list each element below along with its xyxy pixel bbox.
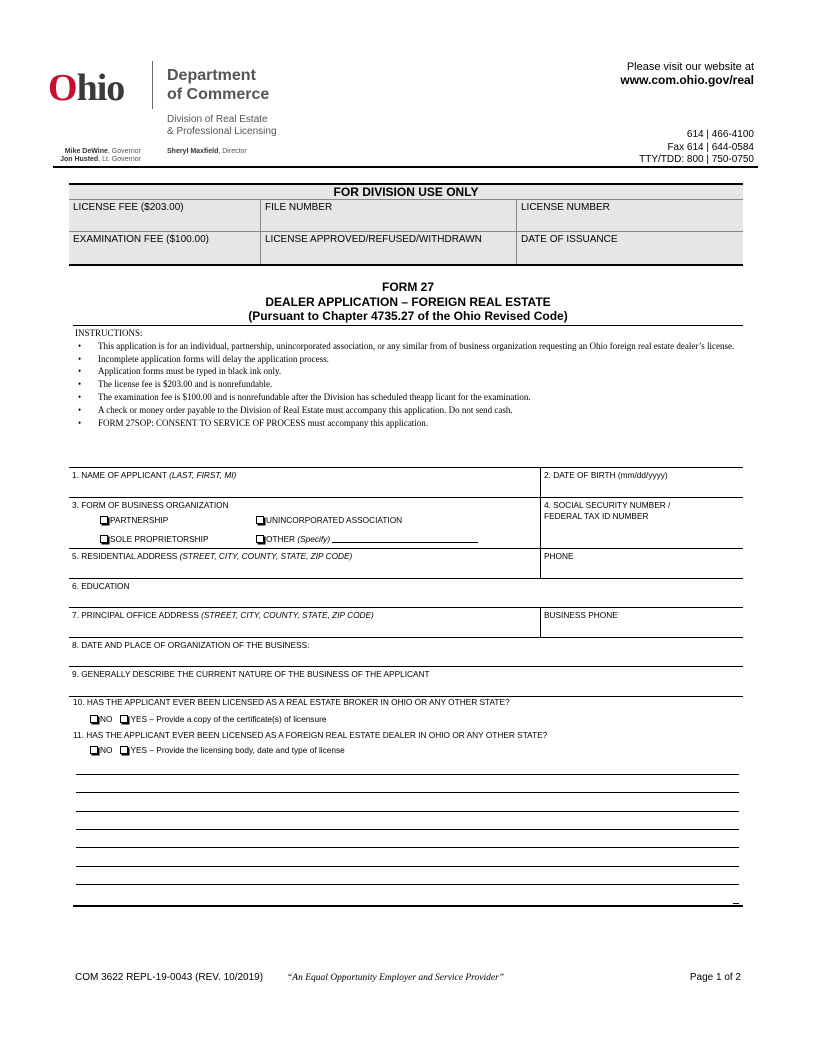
writing-line[interactable] xyxy=(76,774,736,775)
instruction-item: • Incomplete application forms will delay the application process. xyxy=(75,353,743,366)
ohio-logo xyxy=(48,66,124,110)
instruction-item: • This application is for an individual, partnership, unincorporated association, or any similar from of business organization requesting an Ohio foreign real estate dealer’s license. xyxy=(75,340,743,353)
division-use-row-1 xyxy=(69,200,743,232)
line-dash xyxy=(733,774,739,775)
governor-title: , Governor xyxy=(107,148,141,155)
q10-yes-label: YES – Provide a copy of the certificate(s) of licensure xyxy=(130,714,327,724)
business-nature-field[interactable] xyxy=(69,667,743,696)
logo-divider xyxy=(152,61,153,109)
equal-opportunity: “An Equal Opportunity Employer and Service Provider” xyxy=(287,973,505,983)
option-other-hint: (Specify) xyxy=(297,534,331,544)
education-label: 6. EDUCATION xyxy=(72,581,130,591)
instruction-item: • A check or money order payable to the Division of Real Estate must accompany this application. Do not send cash. xyxy=(75,404,743,417)
director-name: Sheryl Maxfield xyxy=(167,148,219,155)
phone-field[interactable] xyxy=(540,549,743,578)
date-of-birth-field[interactable] xyxy=(540,468,743,497)
phone-number: 614 | 466-4100 xyxy=(686,129,754,140)
line-dash xyxy=(733,903,739,904)
instruction-item: • Application forms must be typed in black ink only. xyxy=(75,365,743,378)
writing-line[interactable] xyxy=(76,811,736,812)
option-sole-label: SOLE PROPRIETORSHIP xyxy=(110,534,209,544)
license-fee-cell: LICENSE FEE ($203.00) xyxy=(69,200,261,231)
website-link[interactable]: www.com.ohio.gov/real xyxy=(620,73,754,87)
checkbox-icon[interactable] xyxy=(100,516,108,524)
division-use-title: FOR DIVISION USE ONLY xyxy=(69,185,743,200)
checkbox-icon[interactable] xyxy=(90,715,98,723)
other-specify-input[interactable] xyxy=(332,535,478,543)
exam-fee-cell: EXAMINATION FEE ($100.00) xyxy=(69,232,261,264)
principal-office-hint: (STREET, CITY, COUNTY, STATE, ZIP CODE) xyxy=(201,610,374,620)
residential-address-hint: (STREET, CITY, COUNTY, STATE, ZIP CODE) xyxy=(179,551,353,561)
phone-label: PHONE xyxy=(544,551,574,561)
line-dash xyxy=(733,792,739,793)
business-phone-field[interactable] xyxy=(540,608,743,637)
line-dash xyxy=(733,829,739,830)
business-phone-label: BUSINESS PHONE xyxy=(544,610,618,620)
organization-date-label: 8. DATE AND PLACE OF ORGANIZATION OF THE BUSINESS: xyxy=(72,640,310,650)
lt-governor-name: Jon Husted xyxy=(60,156,99,163)
logo-hio: hio xyxy=(76,67,125,109)
division-line-1: Division of Real Estate xyxy=(167,114,268,125)
lt-governor-title: , Lt. Governor xyxy=(98,156,141,163)
lt-governor xyxy=(53,156,141,164)
fax-number: Fax 614 | 644-0584 xyxy=(667,141,754,153)
governors xyxy=(53,148,141,164)
checkbox-icon[interactable] xyxy=(256,516,264,524)
applicant-name-field[interactable] xyxy=(69,468,540,497)
row-education xyxy=(69,578,743,607)
option-partnership-label: PARTNERSHIP xyxy=(110,515,169,525)
option-sole-proprietorship[interactable] xyxy=(100,534,209,544)
row-principal-office xyxy=(69,607,743,637)
row-residential-address xyxy=(69,548,743,578)
instruction-item: • The examination fee is $100.00 and is nonrefundable after the Division has scheduled theapp licant for the examination. xyxy=(75,391,743,404)
instructions xyxy=(75,327,743,429)
tty-number: TTY/TDD: 800 | 750-0750 xyxy=(639,154,754,165)
residential-address-field[interactable] xyxy=(69,549,540,578)
question-10-answers xyxy=(90,714,326,724)
writing-line[interactable] xyxy=(76,884,736,885)
instruction-item: • The license fee is $203.00 and is nonrefundable. xyxy=(75,378,743,391)
q11-no-label: NO xyxy=(100,745,113,755)
date-issuance-cell: DATE OF ISSUANCE xyxy=(521,234,618,245)
governor xyxy=(53,148,141,156)
form-number: FORM 27 xyxy=(381,280,434,294)
row-business-org xyxy=(69,497,743,548)
applicant-name-hint: (LAST, FIRST, MI) xyxy=(169,470,237,480)
q11-yes-label: YES – Provide the licensing body, date and type of license xyxy=(130,745,345,755)
option-other[interactable] xyxy=(256,534,478,544)
organization-date-field[interactable] xyxy=(69,638,743,666)
form-name: DEALER APPLICATION – FOREIGN REAL ESTATE xyxy=(265,294,551,309)
question-11: 11. HAS THE APPLICANT EVER BEEN LICENSED AS A FOREIGN REAL ESTATE DEALER IN OHIO OR ANY OTHER STATE? xyxy=(73,730,548,740)
ssn-tax-id-field[interactable] xyxy=(540,498,743,548)
department-name xyxy=(167,66,269,104)
form-subtitle: (Pursuant to Chapter 4735.27 of the Ohio Revised Code) xyxy=(248,309,568,323)
option-partnership[interactable] xyxy=(100,515,168,525)
checkbox-icon[interactable] xyxy=(120,746,128,754)
line-dash xyxy=(733,847,739,848)
option-other-label: OTHER xyxy=(266,534,298,544)
bottom-rule xyxy=(73,905,743,907)
business-nature-label: 9. GENERALLY DESCRIBE THE CURRENT NATURE OF THE BUSINESS OF THE APPLICANT xyxy=(72,669,430,679)
header-rule xyxy=(53,166,758,168)
option-unincorporated-label: UNINCORPORATED ASSOCIATION xyxy=(266,515,403,525)
writing-line[interactable] xyxy=(76,792,736,793)
row-organization-date xyxy=(69,637,743,666)
director-title: , Director xyxy=(218,148,247,155)
ssn-label-line-2: FEDERAL TAX ID NUMBER xyxy=(544,511,649,521)
division-line-2: & Professional Licensing xyxy=(167,126,277,137)
governor-name: Mike DeWine xyxy=(64,148,108,155)
line-dash xyxy=(733,884,739,885)
applicant-name-label: 1. NAME OF APPLICANT xyxy=(72,470,170,480)
division-use-row-2 xyxy=(69,232,743,264)
contact-block xyxy=(639,129,754,167)
logo-o: O xyxy=(48,67,77,109)
writing-line[interactable] xyxy=(76,866,736,867)
title-rule xyxy=(73,325,743,326)
principal-office-field[interactable] xyxy=(69,608,540,637)
visit-text: Please visit our website at xyxy=(626,61,754,73)
form-code: COM 3622 REPL-19-0043 (REV. 10/2019) xyxy=(75,972,264,983)
dept-line-1: Department xyxy=(167,67,256,84)
checkbox-icon[interactable] xyxy=(90,746,98,754)
row-name-dob xyxy=(69,467,743,497)
license-status-cell: LICENSE APPROVED/REFUSED/WITHDRAWN xyxy=(261,232,517,264)
checkbox-icon[interactable] xyxy=(100,535,108,543)
license-number-cell: LICENSE NUMBER xyxy=(521,202,610,213)
line-dash xyxy=(733,811,739,812)
instruction-item: • FORM 27SOP: CONSENT TO SERVICE OF PROCESS must accompany this application. xyxy=(75,417,743,430)
line-dash xyxy=(733,866,739,867)
row-business-nature xyxy=(69,666,743,696)
division-name xyxy=(167,114,277,138)
director xyxy=(167,148,247,155)
checkbox-icon[interactable] xyxy=(120,715,128,723)
business-organization-label: 3. FORM OF BUSINESS ORGANIZATION xyxy=(72,500,229,510)
writing-line[interactable] xyxy=(76,829,736,830)
option-unincorporated[interactable] xyxy=(256,515,402,525)
dept-line-2: of Commerce xyxy=(167,86,270,103)
file-number-cell: FILE NUMBER xyxy=(261,200,517,231)
form-title xyxy=(0,280,816,324)
education-field[interactable] xyxy=(69,579,743,607)
ssn-label-line-1: 4. SOCIAL SECURITY NUMBER / xyxy=(544,500,671,510)
question-11-answers xyxy=(90,745,345,755)
page-number: Page 1 of 2 xyxy=(689,972,741,983)
residential-address-label: 5. RESIDENTIAL ADDRESS xyxy=(72,551,180,561)
division-use-table xyxy=(69,183,743,266)
question-10: 10. HAS THE APPLICANT EVER BEEN LICENSED AS A REAL ESTATE BROKER IN OHIO OR ANY OTHER STATE? xyxy=(73,697,510,707)
instructions-heading: INSTRUCTIONS: xyxy=(75,328,143,338)
principal-office-label: 7. PRINCIPAL OFFICE ADDRESS xyxy=(72,610,202,620)
checkbox-icon[interactable] xyxy=(256,535,264,543)
instructions-list xyxy=(75,340,743,430)
website-block xyxy=(620,61,754,87)
date-of-birth-label: 2. DATE OF BIRTH (mm/dd/yyyy) xyxy=(544,470,668,480)
q10-no-label: NO xyxy=(100,714,113,724)
writing-line[interactable] xyxy=(76,847,736,848)
